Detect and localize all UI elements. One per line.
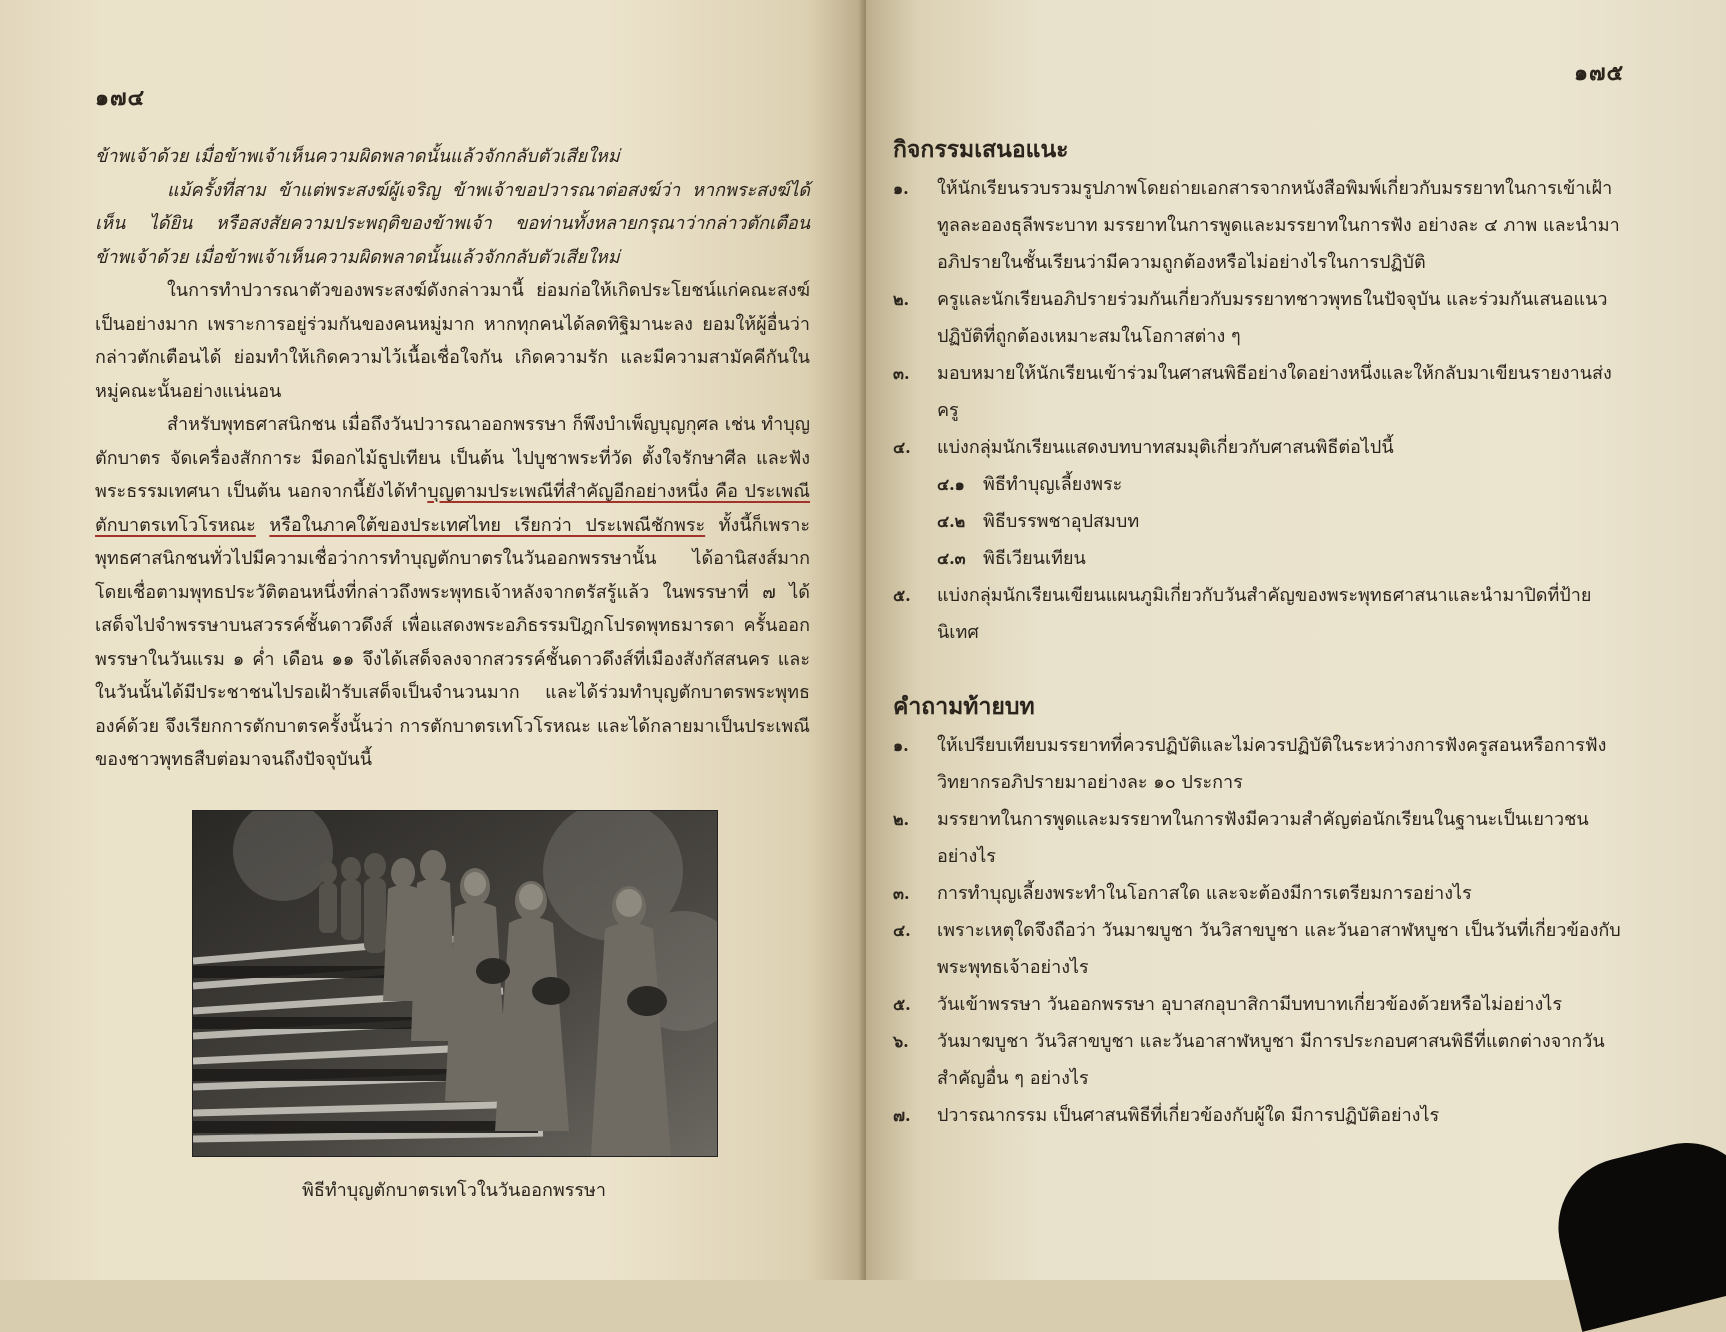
question-text: วันเข้าพรรษา วันออกพรรษา อุบาสกอุบาสิกามีบทบาทเกี่ยวข้องด้วยหรือไม่อย่างไร	[937, 994, 1563, 1015]
underlined-phrase-1: บุญตามประเพณีที่สำคัญอีกอย่างหนึ่ง คือ ประเพณีตักบาตรเทโวโรหณะ	[95, 481, 810, 536]
activity-number: ๑.	[893, 179, 909, 198]
left-page	[0, 0, 866, 1280]
subitem-number: ๔.๒	[937, 512, 966, 531]
subitem-number: ๔.๓	[937, 549, 966, 568]
question-item	[893, 986, 1623, 1023]
activities-list	[893, 170, 1623, 466]
questions-heading: คำถามท้ายบท	[893, 694, 1035, 720]
page-number-left: ๑๗๔	[95, 85, 146, 111]
ceremony-subitem	[893, 540, 1623, 577]
activity-text: ให้นักเรียนรวบรวมรูปภาพโดยถ่ายเอกสารจากหนังสือพิมพ์เกี่ยวกับมรรยาทในการเข้าเฝ้าทูลละอองธุลีพระบาท มรรยาทในการพูดและมรรยาทในการฟัง อย่างละ ๔ ภาพ และนำมาอภิปรายในชั้นเรียนว่ามีความถูกต้องหรือไม่อย่างไรในการปฏิบัติ	[937, 178, 1620, 273]
monks-alms-photo	[192, 810, 718, 1157]
left-body-text	[95, 140, 810, 777]
underlined-phrase-2: หรือในภาคใต้ของประเทศไทย เรียกว่า ประเพณีชักพระ	[269, 514, 706, 536]
subitem-number: ๔.๑	[937, 475, 965, 494]
question-number: ๒.	[893, 810, 910, 829]
subitem-text: พิธีเวียนเทียน	[983, 548, 1086, 569]
paragraph-4	[95, 408, 810, 777]
question-item	[893, 912, 1623, 986]
activities-heading: กิจกรรมเสนอแนะ	[893, 137, 1069, 163]
activity-item	[893, 429, 1623, 466]
question-number: ๖.	[893, 1032, 909, 1051]
activity-item	[893, 577, 1623, 651]
question-number: ๑.	[893, 736, 909, 755]
question-text: มรรยาทในการพูดและมรรยาทในการฟังมีความสำคัญต่อนักเรียนในฐานะเป็นเยาวชนอย่างไร	[937, 809, 1589, 867]
right-page-content	[893, 130, 1623, 1134]
question-item	[893, 801, 1623, 875]
question-number: ๔.	[893, 921, 911, 940]
question-item	[893, 1023, 1623, 1097]
paragraph-4-spacer	[256, 515, 270, 536]
question-number: ๕.	[893, 995, 911, 1014]
subitem-text: พิธีทำบุญเลี้ยงพระ	[983, 474, 1123, 495]
subitem-text: พิธีบรรพชาอุปสมบท	[983, 511, 1140, 532]
question-item	[893, 727, 1623, 801]
activity-item	[893, 281, 1623, 355]
monks-alms-illustration	[193, 811, 717, 1156]
ceremony-subitem	[893, 503, 1623, 540]
question-text: การทำบุญเลี้ยงพระทำในโอกาสใด และจะต้องมีการเตรียมการอย่างไร	[937, 883, 1472, 904]
ceremony-sublist	[893, 466, 1623, 577]
question-number: ๗.	[893, 1106, 911, 1125]
activity-text: แบ่งกลุ่มนักเรียนเขียนแผนภูมิเกี่ยวกับวันสำคัญของพระพุทธศาสนาและนำมาปิดที่ป้ายนิเทศ	[937, 585, 1592, 643]
question-number: ๓.	[893, 884, 910, 903]
paragraph-3: ในการทำปวารณาตัวของพระสงฆ์ดังกล่าวมานี้ ย่อมก่อให้เกิดประโยชน์แก่คณะสงฆ์เป็นอย่างมาก เพราะการอยู่ร่วมกันของคนหมู่มาก หากทุกคนได้ลดทิฐิมานะลง ยอมให้ผู้อื่นว่ากล่าวตักเตือนได้ ย่อมทำให้เกิดความไว้เนื้อเชื่อใจกัน เกิดความรัก และมีความสามัคคีกันในหมู่คณะนั้นอย่างแน่นอน	[95, 280, 810, 402]
activity-item	[893, 170, 1623, 281]
activities-list-continued	[893, 577, 1623, 651]
activity-number: ๒.	[893, 290, 910, 309]
activity-number: ๓.	[893, 364, 910, 383]
page-number-right: ๑๗๕	[1574, 60, 1625, 86]
activity-number: ๕.	[893, 586, 911, 605]
photo-caption: พิธีทำบุญตักบาตรเทโวในวันออกพรรษา	[301, 1180, 607, 1201]
paragraph-1: ข้าพเจ้าด้วย เมื่อข้าพเจ้าเห็นความผิดพลาดนั้นแล้วจักกลับตัวเสียใหม่	[95, 146, 620, 167]
question-text: วันมาฆบูชา วันวิสาขบูชา และวันอาสาฬหบูชา มีการประกอบศาสนพิธีที่แตกต่างจากวันสำคัญอื่น ๆ อย่างไร	[937, 1031, 1605, 1089]
activity-text: มอบหมายให้นักเรียนเข้าร่วมในศาสนพิธีอย่างใดอย่างหนึ่งและให้กลับมาเขียนรายงานส่งครู	[937, 363, 1612, 421]
paragraph-4-part-1: สำหรับพุทธศาสนิกชน เมื่อถึงวันปวารณาออกพรรษา ก็พึงบำเพ็ญบุญกุศล เช่น ทำบุญตักบาตร จัดเครื่องสักการะ มีดอกไม้ธูปเทียน เป็นต้น ไปบูชาพระที่วัด ตั้งใจรักษาศีล และฟังพระธรรมเทศนา เป็นต้น นอกจากนี้ยังได้ทำ	[95, 414, 810, 502]
ceremony-subitem	[893, 466, 1623, 503]
questions-list	[893, 727, 1623, 1134]
question-text: ปวารณากรรม เป็นศาสนพิธีที่เกี่ยวข้องกับผู้ใด มีการปฏิบัติอย่างไร	[937, 1105, 1440, 1126]
question-text: ให้เปรียบเทียบมรรยาทที่ควรปฏิบัติและไม่ควรปฏิบัติในระหว่างการฟังครูสอนหรือการฟังวิทยากรอภิปรายมาอย่างละ ๑๐ ประการ	[937, 735, 1607, 793]
activity-text: ครูและนักเรียนอภิปรายร่วมกันเกี่ยวกับมรรยาทชาวพุทธในปัจจุบัน และร่วมกันเสนอแนวปฏิบัติที่ถูกต้องเหมาะสมในโอกาสต่าง ๆ	[937, 289, 1608, 347]
question-text: เพราะเหตุใดจึงถือว่า วันมาฆบูชา วันวิสาขบูชา และวันอาสาฬหบูชา เป็นวันที่เกี่ยวข้องกับพระพุทธเจ้าอย่างไร	[937, 920, 1621, 978]
question-item	[893, 1097, 1623, 1134]
activity-number: ๔.	[893, 438, 911, 457]
activity-item	[893, 355, 1623, 429]
question-item	[893, 875, 1623, 912]
paragraph-2: แม้ครั้งที่สาม ข้าแต่พระสงฆ์ผู้เจริญ ข้าพเจ้าขอปวารณาต่อสงฆ์ว่า หากพระสงฆ์ได้เห็น ได้ยิน หรือสงสัยความประพฤติของข้าพเจ้า ขอท่านทั้งหลายกรุณาว่ากล่าวตักเตือนข้าพเจ้าด้วย เมื่อข้าพเจ้าเห็นความผิดพลาดนั้นแล้วจักกลับตัวเสียใหม่	[95, 179, 810, 268]
section-gap	[893, 651, 1623, 687]
activity-text: แบ่งกลุ่มนักเรียนแสดงบทบาทสมมุติเกี่ยวกับศาสนพิธีต่อไปนี้	[937, 437, 1394, 458]
paragraph-4-part-2: ทั้งนี้ก็เพราะพุทธศาสนิกชนทั่วไปมีความเชื่อว่าการทำบุญตักบาตรในวันออกพรรษานั้น ได้อานิสงส์มากโดยเชื่อตามพุทธประวัติตอนหนึ่งที่กล่าวถึงพระพุทธเจ้าหลังจากตรัสรู้แล้ว ในพรรษาที่ ๗ ได้เสด็จไปจำพรรษาบนสวรรค์ชั้นดาวดึงส์ เพื่อแสดงพระอภิธรรมปิฎกโปรดพุทธมารดา ครั้นออกพรรษาในวันแรม ๑ ค่ำ เดือน ๑๑ จึงได้เสด็จลงจากสวรรค์ชั้นดาวดึงส์ที่เมืองสังกัสสนคร และในวันนั้นได้มีประชาชนไปรอเฝ้ารับเสด็จเป็นจำนวนมาก และได้ร่วมทำบุญตักบาตรพระพุทธองค์ด้วย จึงเรียกการตักบาตรครั้งนั้นว่า การตักบาตรเทโวโรหณะ และได้กลายมาเป็นประเพณีของชาวพุทธสืบต่อมาจนถึงปัจจุบันนี้	[95, 514, 810, 770]
